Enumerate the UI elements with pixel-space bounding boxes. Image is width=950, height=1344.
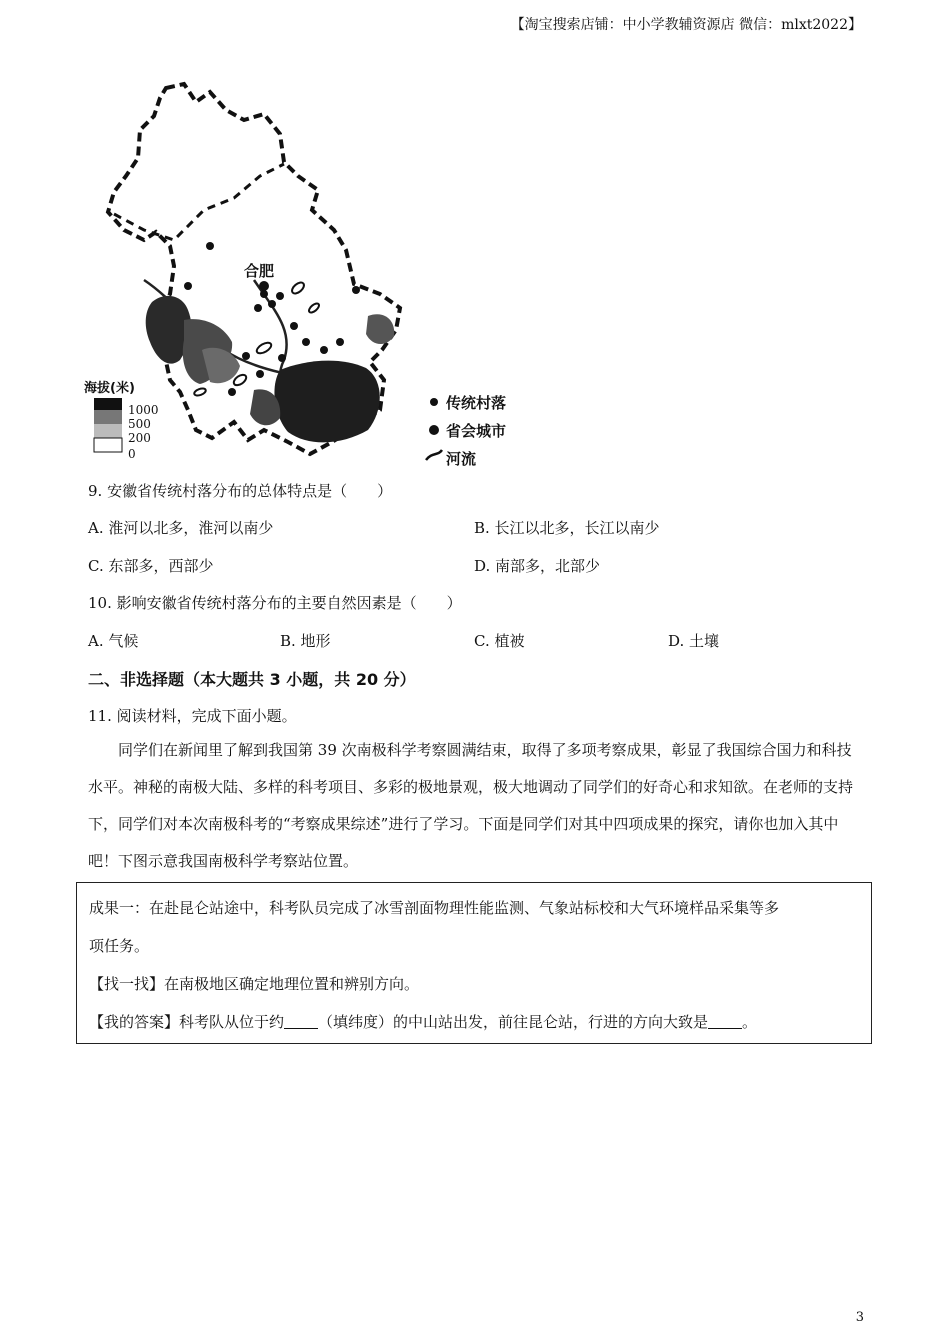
legend-tick-0: 0	[128, 447, 136, 461]
legend-swatch-500	[94, 410, 122, 424]
legend-tick-500: 500	[128, 417, 151, 431]
elevation-legend-title: 海拔(米)	[84, 381, 135, 396]
result-box	[76, 882, 872, 1044]
q11-stem: 11. 阅读材料，完成下面小题。	[88, 707, 297, 725]
latitude-blank[interactable]	[284, 1014, 318, 1029]
city-label-hefei: 合肥	[244, 262, 275, 280]
result-box-line-2: 项任务。	[89, 937, 150, 955]
q10-option-a: A. 气候	[88, 632, 139, 650]
legend-swatch-0	[94, 438, 122, 452]
q9-option-d: D. 南部多，北部少	[474, 557, 601, 575]
terrain-shading-south	[274, 361, 379, 443]
q9-option-b: B. 长江以北多，长江以南少	[474, 519, 660, 537]
legend-tick-200: 200	[128, 431, 151, 445]
legend-village-label: 传统村落	[446, 394, 507, 412]
anhui-map-figure	[84, 80, 524, 472]
q9-option-c: C. 东部多，西部少	[88, 557, 214, 575]
inner-boundary	[114, 164, 284, 240]
legend-tick-1000: 1000	[128, 403, 159, 417]
q10-stem: 10. 影响安徽省传统村落分布的主要自然因素是（ ）	[88, 594, 462, 612]
capital-marker	[259, 281, 269, 291]
q9-stem: 9. 安徽省传统村落分布的总体特点是（ ）	[88, 482, 393, 500]
section-title: 二、非选择题（本大题共 3 小题，共 20 分）	[88, 670, 416, 689]
q11-material: 同学们在新闻里了解到我国第 39 次南极科学考察圆满结束，取得了多项考察成果，彰显了我国综合国力和科技水平。神秘的南极大陆、多样的科考项目、多彩的极地景观，极大地调动了同学们的好奇心和求知欲。在老师的支持下，同学们对本次南极科考的“考察成果综述”进行了学习。下面是同学们对其中四项成果的探究，请你也加入其中吧！下图示意我国南极科学考察站位置。	[88, 741, 854, 870]
q10-option-c: C. 植被	[474, 632, 525, 650]
legend-swatch-200	[94, 424, 122, 438]
terrain-shading-south	[366, 314, 394, 344]
elevation-legend	[84, 380, 159, 461]
result-box-line-3: 【找一找】在南极地区确定地理位置和辨别方向。	[89, 975, 420, 993]
legend-capital-label: 省会城市	[446, 422, 507, 440]
answer-middle: （填纬度）的中山站出发，前往昆仑站，行进的方向大致是	[318, 1013, 709, 1031]
legend-river-icon	[426, 450, 442, 460]
legend-swatch-1000	[94, 398, 122, 410]
page-number: 3	[855, 1310, 864, 1325]
legend-river-label: 河流	[446, 450, 477, 468]
result-box-line-1: 成果一：在赴昆仑站途中，科考队员完成了冰雪剖面物理性能监测、气象站标校和大气环境样品采集等多	[89, 899, 780, 917]
direction-blank[interactable]	[708, 1014, 742, 1029]
answer-suffix: 。	[742, 1013, 758, 1031]
legend-capital-icon	[429, 425, 439, 435]
symbol-legend	[426, 394, 506, 468]
result-box-line-4	[89, 1011, 757, 1032]
q10-option-b: B. 地形	[280, 632, 331, 650]
legend-village-icon	[430, 398, 438, 406]
anhui-map	[84, 80, 524, 472]
page-header: 【淘宝搜索店铺：中小学教辅资源店 微信：mlxt2022】	[510, 17, 862, 33]
answer-prefix: 【我的答案】科考队从位于约	[89, 1013, 285, 1031]
q10-option-d: D. 土壤	[668, 632, 720, 650]
q9-option-a: A. 淮河以北多，淮河以南少	[88, 519, 274, 537]
